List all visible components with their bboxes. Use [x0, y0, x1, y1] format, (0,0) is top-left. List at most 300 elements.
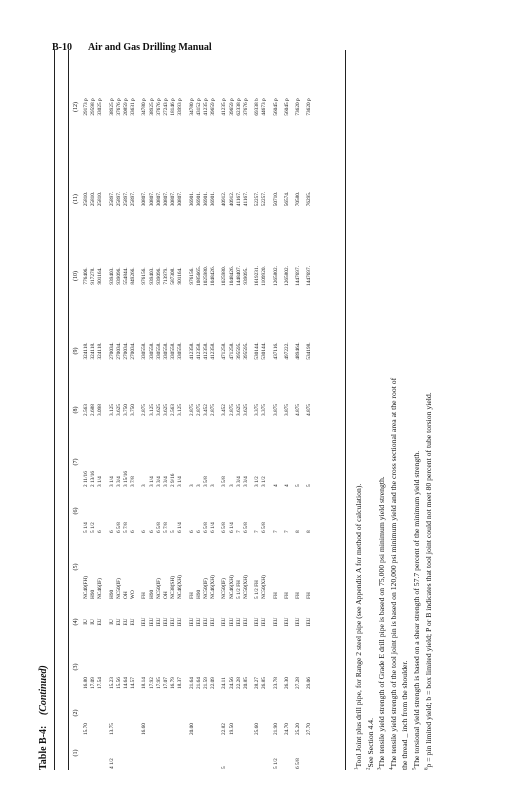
table-cell	[170, 736, 177, 770]
table-cell: 3	[141, 484, 148, 487]
table-cell: 17.09	[90, 677, 97, 689]
table-cell: 3.125	[177, 404, 184, 416]
table-cell: H90	[195, 589, 202, 599]
table-cell	[163, 736, 170, 770]
table-cell: 976156.	[188, 267, 195, 285]
table-cell: IEU	[235, 617, 242, 627]
table-cell: 6 1/4	[210, 522, 217, 533]
table-cell	[130, 736, 137, 770]
table-cell: EU	[97, 618, 104, 626]
table-cell: 3.625	[235, 404, 242, 416]
table-caption	[38, 665, 49, 770]
table-label: Table B-4:	[38, 725, 49, 770]
footnote-text: The tensile yield strength of the tool joint pin is based on 120,000 psi minimum yield and the cross sectional area at the root of	[388, 377, 398, 768]
table-cell: 7	[272, 530, 279, 533]
footnote-mark: 3	[377, 767, 383, 770]
table-row	[217, 50, 228, 770]
footnote	[411, 50, 423, 770]
col-header: (9)	[72, 347, 79, 355]
table-cell: 2.875	[228, 404, 235, 416]
table-cell: 6 1/4	[177, 522, 184, 533]
table-cell: 25897.	[108, 191, 115, 207]
table-cell	[185, 736, 196, 770]
col-header: (1)	[72, 749, 79, 757]
table-cell: NC50(XH)	[261, 575, 268, 599]
table-cell: 3 7/8	[130, 476, 137, 487]
table-cell: 3.452	[203, 404, 210, 416]
table-cell: 27243 p	[163, 98, 170, 116]
table-cell: 3 3/4	[115, 476, 122, 487]
table-cell: 324118.	[83, 342, 89, 360]
table-footnotes	[353, 50, 434, 770]
table-cell: 7	[235, 530, 242, 533]
table-cell: 412358.	[203, 342, 210, 360]
table-cell: 30807.	[141, 191, 148, 207]
table-cell: 2 9/16	[170, 473, 177, 487]
table-cell: 3 1/4	[108, 476, 115, 487]
table-cell: 37676 p	[155, 98, 162, 116]
table-cell: 25897.	[123, 191, 130, 207]
table-cell: 25810.	[97, 191, 104, 207]
table-cell: 330558.	[155, 342, 162, 360]
table-cell: 3.875	[283, 404, 290, 416]
table-cell: 33025 p	[97, 98, 104, 116]
table-cell: 6 5/8	[115, 522, 122, 533]
table-cell: IU	[90, 619, 97, 625]
table-cell: 497222.	[283, 342, 290, 360]
table-cell: IEU	[203, 617, 210, 627]
table-cell: 3 3/4	[243, 476, 250, 487]
table-cell: 3.625	[163, 404, 170, 416]
table-cell: 14.57	[130, 677, 137, 689]
table-cell: 6	[188, 530, 195, 533]
table-cell: 24.70	[283, 723, 290, 735]
col-header: (8)	[72, 406, 79, 414]
col-header: (11)	[72, 194, 79, 204]
table-cell: 3.625	[115, 404, 122, 416]
table-cell: 3.750	[123, 404, 130, 416]
footnote-text: The torsional yield strength is based on a shear strength of 57.7 percent of the minimum yield strength.	[411, 450, 421, 768]
table-cell: 30807.	[148, 191, 155, 207]
table-cell: IEU	[210, 617, 217, 627]
table-row	[196, 50, 203, 770]
table-top-rule	[54, 50, 55, 770]
table-cell: 3.875	[272, 404, 279, 416]
table-cell: 22.09	[210, 677, 217, 689]
table-cell: 28.27	[254, 677, 261, 689]
table-cell: 17.54	[97, 677, 104, 689]
footnote-mark: 4	[389, 767, 395, 770]
table-cell: 21.59	[203, 677, 210, 689]
table-cell: 17.07	[163, 677, 170, 689]
table-cell: 270034.	[123, 342, 130, 360]
footnote-text: Tool Joint plus drill pipe, for Range 2 steel pipe (see Appendix A for method of calculation).	[354, 483, 363, 768]
table-cell: 43152 p	[195, 98, 202, 116]
table-cell: 2.688	[90, 404, 97, 416]
table-cell: 20.00	[188, 723, 195, 735]
table-cell: 324118.	[90, 342, 97, 360]
col-header: (2)	[72, 709, 79, 717]
table-cell: 901164.	[177, 267, 184, 285]
table-cell: 3	[188, 484, 195, 487]
table-cell: FH	[306, 592, 313, 599]
table-cell: 37676 p	[243, 98, 250, 116]
table-row	[177, 50, 184, 770]
table-cell	[203, 690, 210, 736]
table-cell: 587308.	[170, 267, 177, 285]
table-cell: 52257.	[261, 191, 268, 207]
table-cell: 412358.	[195, 342, 202, 360]
table-cell: 6	[130, 530, 137, 533]
footnote-text: The tensile yield strength of Grade E drill pipe is based on 75,000 psi minimum yield strength.	[377, 476, 387, 768]
table-cell: 38925 p	[148, 98, 155, 116]
table-cell: WO	[130, 590, 137, 599]
table-cell: 4.875	[306, 404, 313, 416]
table-cell	[116, 690, 123, 736]
table-cell: 3.375	[261, 404, 268, 416]
footnote-mark: 6	[424, 767, 429, 770]
table-cell: OH	[163, 591, 170, 599]
table-cell: 5 7/8	[123, 522, 130, 533]
table-cell	[97, 690, 104, 736]
table-cell: OH	[123, 591, 130, 599]
footnote	[399, 50, 411, 770]
footnote-mark: 2	[366, 767, 372, 770]
table-cell: 4	[272, 484, 279, 487]
table-cell	[236, 690, 243, 736]
table-cell: IEU	[177, 617, 184, 627]
table-row	[137, 50, 148, 770]
table-cell	[156, 736, 163, 770]
table-cell: NC38(SH)	[170, 576, 177, 599]
footnote-text: the thread _ inch from the shoulder.	[400, 660, 410, 770]
footnote	[423, 50, 435, 770]
table-cell: 3 3/4	[235, 476, 242, 487]
table-cell: 37676 p	[115, 98, 122, 116]
table-cell: 21.64	[188, 677, 195, 689]
table-cell: 3 15/16	[123, 470, 130, 487]
table-cell	[243, 690, 250, 736]
table-cell: 30807.	[177, 191, 184, 207]
table-cell: 2.875	[210, 404, 217, 416]
table-row	[280, 50, 291, 770]
table-cell	[261, 736, 268, 770]
table-cell	[236, 736, 243, 770]
table-cell: 21.90	[272, 723, 279, 735]
table-cell: 939096.	[115, 267, 122, 285]
table-cell: 5 1/2 FH	[254, 580, 261, 599]
table-cell: 437116.	[272, 342, 279, 360]
table-cell: 1265802.	[283, 266, 290, 286]
table-cell: 6 5/8	[261, 522, 268, 533]
table-cell: 30807.	[170, 191, 177, 207]
table-cell: 20.85	[243, 677, 250, 689]
table-cell	[163, 690, 170, 736]
table-row	[123, 50, 130, 770]
table-cell: 1447697.	[295, 266, 302, 286]
table-cell: 3 3/4	[155, 476, 162, 487]
table-cell: 1448407.	[235, 266, 242, 286]
table-cell: 76295.	[306, 191, 313, 207]
table-cell: 27.70	[306, 723, 313, 735]
table-cell: 25.20	[295, 723, 302, 735]
footnote-mark: 1	[354, 767, 360, 770]
table-cell: 5	[170, 530, 177, 533]
table-cell: 6 5/8	[221, 522, 228, 533]
table-cell: EU	[115, 618, 122, 626]
table-cell: 73620 p	[306, 98, 313, 116]
table-cell	[83, 736, 90, 770]
table-cell	[149, 690, 156, 736]
table-cell	[177, 690, 184, 736]
table-cell: IEU	[254, 617, 261, 627]
table-cell: 36901.	[195, 191, 202, 207]
table-row	[170, 50, 177, 770]
table-cell: 324118.	[97, 342, 104, 360]
table-cell: 56045 p	[283, 98, 290, 116]
table-cell: 939403.	[148, 267, 155, 285]
table-cell: 23.78	[272, 677, 279, 689]
table-cell: 2.875	[188, 404, 195, 416]
table-cell: FH	[295, 592, 302, 599]
table-cell: 33631 p	[130, 98, 137, 116]
table-cell: 18146 p	[170, 98, 177, 116]
table-cell: 2.563	[170, 404, 177, 416]
table-cell	[156, 690, 163, 736]
table-cell	[261, 690, 268, 736]
table-cell: 2 11/16	[83, 471, 89, 487]
table-cell	[116, 736, 123, 770]
table-cell: 15.70	[83, 723, 89, 735]
table-cell: 41167.	[243, 191, 250, 207]
table-cell: 73620 p	[295, 98, 302, 116]
table-cell	[196, 736, 203, 770]
table-cell: 3	[228, 484, 235, 487]
table-cell: IEU	[228, 617, 235, 627]
table-cell: 3	[210, 484, 217, 487]
table-cell: 489464.	[295, 342, 302, 360]
table-cell: 18.37	[177, 677, 184, 689]
table-cell: 3 1/2	[261, 476, 268, 487]
table-cell: 7	[254, 530, 261, 533]
col-header: (12)	[72, 102, 79, 112]
table-cell: 471258.	[228, 342, 235, 360]
table-cell: IU	[108, 619, 115, 625]
footnote	[365, 50, 377, 770]
table-cell: 70580.	[295, 191, 302, 207]
table-cell: 5 1/2	[272, 758, 279, 769]
table-cell: 56045 p	[272, 98, 279, 116]
table-cell: FH	[283, 592, 290, 599]
table-cell: 36901.	[188, 191, 195, 207]
table-row	[261, 50, 268, 770]
table-cell: 39659 p	[228, 98, 235, 116]
table-cell: 2 13/16	[90, 470, 97, 487]
table-cell: 52257.	[254, 191, 261, 207]
table-cell: IEU	[261, 617, 268, 627]
table-cell: 395595.	[235, 342, 242, 360]
table-cell: 44673 p	[261, 98, 268, 116]
table-cell: 5 7/8	[163, 522, 170, 533]
table-row	[243, 50, 250, 770]
table-cell	[203, 736, 210, 770]
table-row	[163, 50, 170, 770]
table-cell: 2.875	[141, 404, 148, 416]
table-cell: 25.60	[254, 723, 261, 735]
table-cell: 1048426.	[210, 266, 217, 286]
table-cell: IEU	[272, 617, 279, 627]
table-cell: 6 5/8	[155, 522, 162, 533]
rotated-table-block	[38, 50, 480, 770]
table-cell: 30807.	[163, 191, 170, 207]
table-cell	[280, 736, 291, 770]
table-cell: 3 1/4	[177, 476, 184, 487]
table-cell: NC50(IF)	[155, 578, 162, 599]
table-cell: 30807.	[155, 191, 162, 207]
table-cell: 69338 b	[254, 98, 261, 116]
table-cell: 4.875	[295, 404, 302, 416]
table-cell: 530144.	[254, 342, 261, 360]
table-cell: 15.23	[108, 677, 115, 689]
table-cell: 270034.	[108, 342, 115, 360]
table-cell: 40912.	[228, 191, 235, 207]
table-cell: 939403.	[108, 267, 115, 285]
table-cell: IEU	[148, 617, 155, 627]
table-cell: 330558.	[148, 342, 155, 360]
table-cell: 6 5/8	[295, 758, 302, 769]
table-cell: 3.452	[221, 404, 228, 416]
table-cell: 50710.	[272, 191, 279, 207]
table-row	[236, 50, 243, 770]
table-cell: 939096.	[155, 267, 162, 285]
table-cell: H90	[108, 589, 115, 599]
footnote-mark: 5	[412, 767, 418, 770]
table-cell: 6	[195, 530, 202, 533]
table-cell: 25810.	[90, 191, 97, 207]
col-header: (4)	[72, 618, 79, 626]
book-title: Air and Gas Drilling Manual	[87, 42, 212, 53]
table-cell	[97, 736, 104, 770]
table-cell: 6 5/8	[243, 522, 250, 533]
table-cell: 3 5/8	[203, 476, 210, 487]
table-cell: 1619231.	[254, 266, 261, 286]
table-cell: 3 1/4	[148, 476, 155, 487]
table-cell: 3 5/8	[221, 476, 228, 487]
table-cell: 6	[108, 530, 115, 533]
table-cell: 22.28	[235, 677, 242, 689]
table-cell: 17.95	[155, 677, 162, 689]
table-cell: 26.30	[283, 677, 290, 689]
table-cell: 6	[148, 530, 155, 533]
table-cell: 3.098	[97, 404, 104, 416]
table-cell: NC50(IF)	[221, 578, 228, 599]
table-row	[130, 50, 137, 770]
table-cell: 1109920.	[261, 266, 268, 286]
table-cell: EU	[123, 618, 130, 626]
table-cell: 412358.	[188, 342, 195, 360]
table-cell	[137, 736, 148, 770]
header-bottom-rule	[68, 50, 69, 770]
table-cell: 530144.	[261, 342, 268, 360]
table-cell: IEU	[170, 617, 177, 627]
table-cell: 14.64	[123, 677, 130, 689]
table-cell: 6 1/4	[228, 522, 235, 533]
table-cell: 5 1/4	[83, 522, 89, 533]
table-bottom-rule	[345, 50, 346, 770]
table-cell	[149, 736, 156, 770]
table-cell: 330558.	[177, 342, 184, 360]
table-cell: 17.92	[148, 677, 155, 689]
table-cell: IEU	[283, 617, 290, 627]
table-cell: 26.85	[261, 677, 268, 689]
table-cell: 3.625	[155, 404, 162, 416]
table-cell: 4	[283, 484, 290, 487]
footnote-text: p = pin limited yield; b = box limited yield; P or B indicates that tool joint could not meet 80 percent of tube torsion yield.	[423, 392, 433, 768]
table-cell: NC50(XH)	[243, 575, 250, 599]
table-cell: NC46(IF)	[97, 578, 104, 599]
table-cell: 25897.	[130, 191, 137, 207]
table-cell: 41167.	[235, 191, 242, 207]
table-row	[149, 50, 156, 770]
table-cell: 1265802.	[272, 266, 279, 286]
table-cell: 330558.	[141, 342, 148, 360]
table-cell: IEU	[221, 617, 228, 627]
table-cell: 1447697.	[306, 266, 313, 286]
table-cell: 21.64	[195, 677, 202, 689]
table-continued: (Continued)	[38, 665, 49, 716]
table-cell	[123, 690, 130, 736]
table-cell: 29598 p	[90, 98, 97, 116]
footnote	[376, 50, 388, 770]
table-cell: IEU	[295, 617, 302, 627]
table-header-row	[70, 50, 83, 770]
table-cell: IEU	[188, 617, 195, 627]
table-cell: 41235 p	[221, 98, 228, 116]
table-row	[83, 50, 90, 770]
table-cell: 20859 p	[123, 98, 130, 116]
table-cell: 1025980.	[221, 266, 228, 286]
table-cell: IEU	[155, 617, 162, 627]
table-cell: 3.625	[243, 404, 250, 416]
table-cell: 330558.	[170, 342, 177, 360]
table-cell: IEU	[141, 617, 148, 627]
table-cell: 270034.	[115, 342, 122, 360]
table-cell: 41235 p	[203, 98, 210, 116]
table-cell: 29.06	[306, 677, 313, 689]
table-cell: 976156.	[141, 267, 148, 285]
table-cell	[196, 690, 203, 736]
table-cell: IEU	[195, 617, 202, 627]
table-cell	[210, 736, 217, 770]
table-cell: 6 5/8	[203, 522, 210, 533]
table-cell: 3.375	[254, 404, 261, 416]
table-cell	[229, 736, 236, 770]
table-cell	[177, 736, 184, 770]
table-cell: 16.79	[170, 677, 177, 689]
table-cell: 1048426.	[228, 266, 235, 286]
table-cell: 2.563	[83, 404, 89, 416]
table-row	[203, 50, 210, 770]
table-cell: 38925 p	[108, 98, 115, 116]
table-cell: 554844.	[123, 267, 130, 285]
table-cell: 3 3/4	[163, 476, 170, 487]
table-cell: H90	[90, 589, 97, 599]
table-cell: 6	[97, 530, 104, 533]
table-cell	[90, 690, 97, 736]
table-cell: 395595.	[243, 342, 250, 360]
table-cell: 270034.	[130, 342, 137, 360]
table-cell: 5 1/2	[90, 522, 97, 533]
